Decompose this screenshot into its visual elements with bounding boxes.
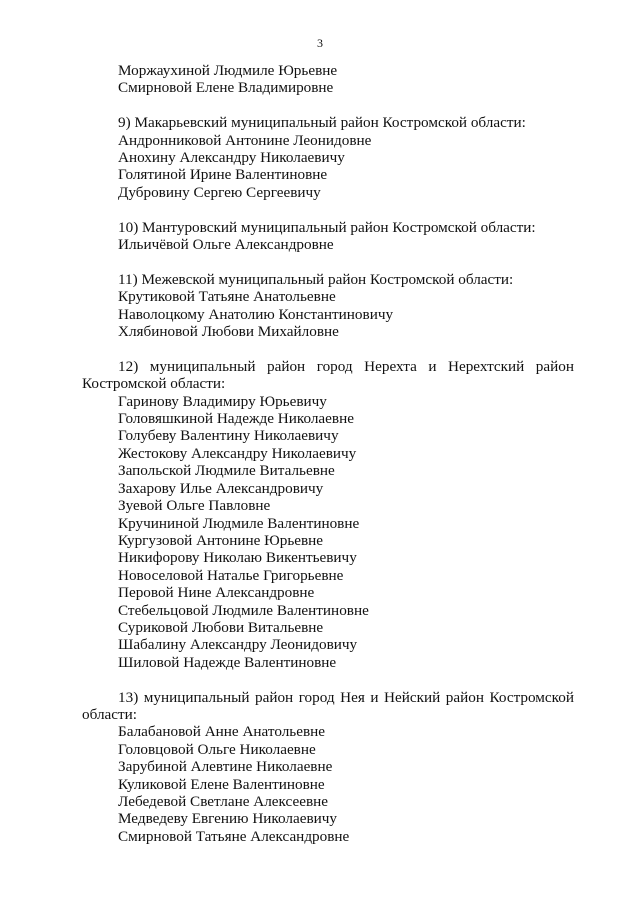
- recipient-name: Стебельцовой Людмиле Валентиновне: [118, 601, 369, 619]
- recipient-name: Смирновой Татьяне Александровне: [118, 827, 350, 845]
- section-spacer: [82, 253, 574, 270]
- recipient-name: Никифорову Николаю Викентьевичу: [118, 549, 357, 567]
- recipient-name: Голятиной Ирине Валентиновне: [118, 166, 328, 184]
- document-body: [82, 62, 574, 845]
- district-section: [82, 62, 574, 97]
- recipient-name: Смирновой Елене Владимировне: [118, 79, 334, 97]
- district-heading: 9) Макарьевский муниципальный район Костромской области:: [118, 114, 526, 132]
- recipient-name: Шабалину Александру Леонидовичу: [118, 636, 358, 654]
- district-heading: 13) муниципальный район город Нея и Нейский район Костромской области:: [82, 688, 574, 723]
- district-section: [82, 271, 574, 341]
- district-section: [82, 358, 574, 671]
- recipient-name: Зарубиной Алевтине Николаевне: [118, 758, 333, 776]
- recipient-name: Шиловой Надежде Валентиновне: [118, 653, 337, 671]
- recipient-name: Головяшкиной Надежде Николаевне: [118, 410, 354, 428]
- recipient-name: Кургузовой Антонине Юрьевне: [118, 531, 324, 549]
- recipient-name: Зуевой Ольге Павловне: [118, 497, 271, 515]
- recipient-name: Новоселовой Наталье Григорьевне: [118, 566, 344, 584]
- recipient-name: Андронниковой Антонине Леонидовне: [118, 131, 372, 149]
- recipient-name: Куликовой Елене Валентиновне: [118, 775, 325, 793]
- recipient-name: Балабановой Анне Анатольевне: [118, 723, 326, 741]
- district-heading: 12) муниципальный район город Нерехта и Нерехтский район Костромской области:: [82, 357, 574, 393]
- recipient-name: Захарову Илье Александровичу: [118, 479, 324, 497]
- recipient-name: Головцовой Ольге Николаевне: [118, 740, 316, 758]
- district-section: [82, 219, 574, 254]
- district-section: [82, 689, 574, 846]
- recipient-name: Наволоцкому Анатолию Константиновичу: [118, 305, 394, 323]
- recipient-name: Кручининой Людмиле Валентиновне: [118, 514, 360, 532]
- recipient-name: Анохину Александру Николаевичу: [118, 149, 345, 167]
- recipient-name: Гаринову Владимиру Юрьевичу: [118, 392, 327, 410]
- recipient-name: Жестокову Александру Николаевичу: [118, 444, 357, 462]
- district-section: [82, 114, 574, 201]
- district-heading: 10) Мантуровский муниципальный район Костромской области:: [118, 218, 536, 236]
- section-spacer: [82, 97, 574, 114]
- section-spacer: [82, 201, 574, 218]
- recipient-name: Запольской Людмиле Витальевне: [118, 462, 335, 480]
- recipient-name: Ильичёвой Ольге Александровне: [118, 236, 334, 254]
- recipient-name: Перовой Нине Александровне: [118, 584, 315, 602]
- recipient-name: Дубровину Сергею Сергеевичу: [118, 183, 321, 201]
- section-spacer: [82, 340, 574, 357]
- recipient-name: Хлябиновой Любови Михайловне: [118, 323, 339, 341]
- district-heading: 11) Межевской муниципальный район Костромской области:: [118, 270, 514, 288]
- recipient-name: Моржаухиной Людмиле Юрьевне: [118, 62, 338, 79]
- recipient-name: Крутиковой Татьяне Анатольевне: [118, 288, 336, 306]
- recipient-name: Суриковой Любови Витальевне: [118, 618, 324, 636]
- recipient-name: Голубеву Валентину Николаевичу: [118, 427, 339, 445]
- page-number: 3: [317, 36, 323, 50]
- recipient-name: Медведеву Евгению Николаевичу: [118, 810, 338, 828]
- section-spacer: [82, 671, 574, 688]
- recipient-name: Лебедевой Светлане Алексеевне: [118, 792, 328, 810]
